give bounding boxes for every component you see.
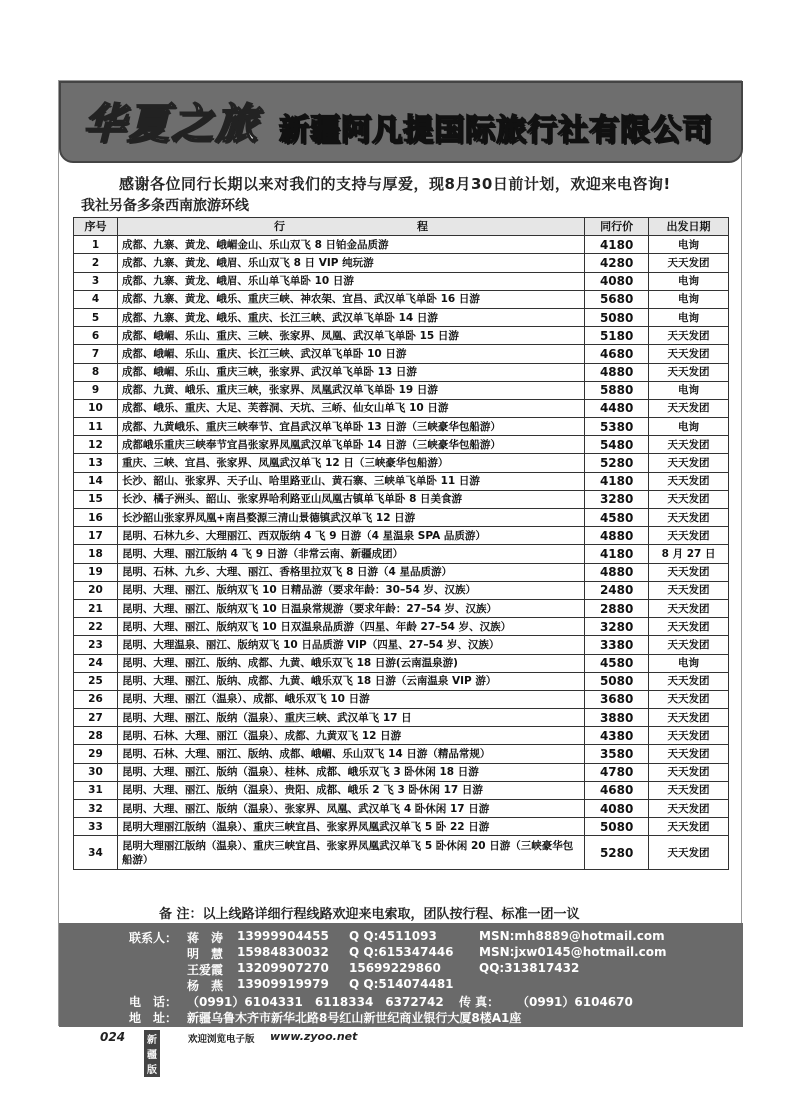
- row-number: 28: [74, 727, 118, 745]
- fax-number: （0991）6104670: [517, 995, 633, 1009]
- row-number: 6: [74, 327, 118, 345]
- contact-name: 王爱霞: [187, 963, 224, 977]
- row-route: 成都、九寨、黄龙、峨嵋金山、乐山双飞 8 日铂金品质游: [117, 236, 584, 254]
- row-number: 2: [74, 254, 118, 272]
- row-price: 4880: [585, 363, 649, 381]
- fax-label: 传 真：: [459, 995, 500, 1009]
- row-departure: 天天发团: [649, 490, 729, 508]
- row-price: 5080: [585, 818, 649, 836]
- table-row: [74, 781, 729, 799]
- row-departure: 电询: [649, 290, 729, 308]
- row-departure: 天天发团: [649, 399, 729, 417]
- row-price: 4880: [585, 527, 649, 545]
- row-number: 24: [74, 654, 118, 672]
- contact-panel: [59, 923, 743, 1027]
- browse-text: 欢迎浏览电子版: [188, 1034, 255, 1045]
- row-route: 成都、九寨、黄龙、峨眉、乐山双飞 8 日 VIP 纯玩游: [117, 254, 584, 272]
- thanks-message: 感谢各位同行长期以来对我们的支持与厚爱，现8月30日前计划，欢迎来电咨询!: [119, 175, 671, 193]
- row-price: 5480: [585, 436, 649, 454]
- row-number: 16: [74, 509, 118, 527]
- row-price: 4580: [585, 509, 649, 527]
- row-price: 5680: [585, 290, 649, 308]
- table-row: [74, 654, 729, 672]
- row-price: 4680: [585, 781, 649, 799]
- row-number: 22: [74, 618, 118, 636]
- row-route: 昆明、大理、丽江、版纳、成都、九黄、峨乐双飞 18 日游（云南温泉 VIP 游）: [117, 672, 584, 690]
- row-route: 昆明、石林、大理、丽江（温泉）、成都、九黄双飞 12 日游: [117, 727, 584, 745]
- table-row: [74, 563, 729, 581]
- row-number: 3: [74, 272, 118, 290]
- table-row: [74, 836, 729, 870]
- row-number: 14: [74, 472, 118, 490]
- row-route: 昆明大理丽江版纳（温泉）、重庆三峡宜昌、张家界凤凰武汉单飞 5 卧休闲 20 日游（三峡豪华包船游）: [117, 836, 584, 870]
- row-route: 昆明、大理、丽江、版纳（温泉）、重庆三峡、武汉单飞 17 日: [117, 709, 584, 727]
- contact-extra: MSN:jxw0145@hotmail.com: [479, 945, 667, 959]
- row-route: 昆明、大理、丽江版纳 4 飞 9 日游（非常云南、新疆成团）: [117, 545, 584, 563]
- table-row: [74, 527, 729, 545]
- row-number: 19: [74, 563, 118, 581]
- table-row: [74, 363, 729, 381]
- row-route: 昆明、石林、大理、丽江、版纳、成都、峨嵋、乐山双飞 14 日游（精品常规）: [117, 745, 584, 763]
- row-departure: 天天发团: [649, 636, 729, 654]
- row-route: 昆明、石林、九乡、大理、丽江、香格里拉双飞 8 日游（4 星品质游）: [117, 563, 584, 581]
- row-departure: 天天发团: [649, 727, 729, 745]
- table-row: [74, 472, 729, 490]
- row-price: 5080: [585, 672, 649, 690]
- row-number: 21: [74, 599, 118, 617]
- table-row: [74, 618, 729, 636]
- table-row: [74, 818, 729, 836]
- row-route: 成都、九寨、黄龙、峨乐、重庆、长江三峡、武汉单飞单卧 14 日游: [117, 308, 584, 326]
- row-route: 成都、峨乐、重庆、大足、芙蓉洞、天坑、三峤、仙女山单飞 10 日游: [117, 399, 584, 417]
- row-departure: 天天发团: [649, 618, 729, 636]
- table-row: [74, 709, 729, 727]
- contact-phone: 13209907270: [237, 961, 329, 975]
- table-row: [74, 272, 729, 290]
- row-price: 4780: [585, 763, 649, 781]
- routes-table: [73, 217, 729, 870]
- row-price: 4280: [585, 254, 649, 272]
- table-row: [74, 327, 729, 345]
- row-price: 5880: [585, 381, 649, 399]
- row-departure: 电询: [649, 236, 729, 254]
- row-number: 9: [74, 381, 118, 399]
- website-link[interactable]: www.zyoo.net: [270, 1030, 358, 1043]
- row-number: 1: [74, 236, 118, 254]
- table-row: [74, 436, 729, 454]
- row-number: 12: [74, 436, 118, 454]
- row-price: 5080: [585, 308, 649, 326]
- contact-qq: Q Q:514074481: [349, 977, 454, 991]
- address-label: 地 址：: [129, 1011, 178, 1025]
- remark-note: 备 注：以上线路详细行程线路欢迎来电索取，团队按行程、标准一团一议: [159, 907, 580, 922]
- row-route: 成都、九黄峨乐、重庆三峡奉节、宜昌武汉单飞单卧 13 日游（三峡豪华包船游）: [117, 418, 584, 436]
- row-number: 13: [74, 454, 118, 472]
- row-number: 29: [74, 745, 118, 763]
- row-price: 3380: [585, 636, 649, 654]
- table-row: [74, 745, 729, 763]
- brand-logo-text: 华夏之旅: [83, 99, 260, 148]
- row-price: 3680: [585, 690, 649, 708]
- header-banner: [59, 81, 743, 163]
- row-departure: 8 月 27 日: [649, 545, 729, 563]
- row-departure: 天天发团: [649, 345, 729, 363]
- table-row: [74, 509, 729, 527]
- row-price: 4580: [585, 654, 649, 672]
- row-number: 18: [74, 545, 118, 563]
- row-route: 长沙、橘子洲头、韶山、张家界哈利路亚山凤凰古镇单飞单卧 8 日美食游: [117, 490, 584, 508]
- row-number: 23: [74, 636, 118, 654]
- row-number: 15: [74, 490, 118, 508]
- row-departure: 天天发团: [649, 436, 729, 454]
- table-row: [74, 308, 729, 326]
- row-route: 昆明、大理温泉、丽江、版纳双飞 10 日品质游 VIP（四星、27–54 岁、汉族）: [117, 636, 584, 654]
- contact-extra: MSN:mh8889@hotmail.com: [479, 929, 665, 943]
- row-route: 昆明、大理、丽江、版纳（温泉）、张家界、凤凰、武汉单飞 4 卧休闲 17 日游: [117, 800, 584, 818]
- row-route: 昆明、大理、丽江、版纳双飞 10 日双温泉品质游（四星、年龄 27–54 岁、汉族）: [117, 618, 584, 636]
- contact-phone: 15984830032: [237, 945, 329, 959]
- row-number: 20: [74, 581, 118, 599]
- table-row: [74, 763, 729, 781]
- company-name: 新疆阿凡提国际旅行社有限公司: [279, 113, 713, 148]
- row-route: 昆明、大理、丽江、版纳双飞 10 日温泉常规游（要求年龄：27–54 岁、汉族）: [117, 599, 584, 617]
- table-row: [74, 690, 729, 708]
- row-number: 5: [74, 308, 118, 326]
- row-departure: 天天发团: [649, 800, 729, 818]
- row-route: 长沙、韶山、张家界、天子山、哈里路亚山、黄石寨、三峡单飞单卧 11 日游: [117, 472, 584, 490]
- row-price: 4680: [585, 345, 649, 363]
- row-number: 32: [74, 800, 118, 818]
- row-number: 31: [74, 781, 118, 799]
- row-route: 成都、峨嵋、乐山、重庆三峡，张家界、武汉单飞单卧 13 日游: [117, 363, 584, 381]
- table-row: [74, 236, 729, 254]
- row-departure: 天天发团: [649, 781, 729, 799]
- edition-badge: 新疆版: [144, 1030, 160, 1077]
- row-departure: 天天发团: [649, 745, 729, 763]
- row-price: 4180: [585, 236, 649, 254]
- row-departure: 电询: [649, 418, 729, 436]
- row-departure: 天天发团: [649, 563, 729, 581]
- contact-name: 杨 燕: [187, 979, 224, 993]
- row-departure: 天天发团: [649, 327, 729, 345]
- row-departure: 电询: [649, 381, 729, 399]
- row-price: 4880: [585, 563, 649, 581]
- contact-label: 联系人：: [129, 931, 178, 945]
- table-row: [74, 581, 729, 599]
- row-route: 昆明、大理、丽江、版纳双飞 10 日精品游（要求年龄：30–54 岁、汉族）: [117, 581, 584, 599]
- table-row: [74, 381, 729, 399]
- row-number: 4: [74, 290, 118, 308]
- row-departure: 天天发团: [649, 509, 729, 527]
- contact-phone: 13999904455: [237, 929, 329, 943]
- contact-name: 蒋 涛: [187, 931, 224, 945]
- row-price: 4480: [585, 399, 649, 417]
- row-number: 17: [74, 527, 118, 545]
- row-route: 成都、九黄、峨乐、重庆三峡，张家界、凤凰武汉单飞单卧 19 日游: [117, 381, 584, 399]
- row-departure: 天天发团: [649, 454, 729, 472]
- table-row: [74, 800, 729, 818]
- row-price: 3580: [585, 745, 649, 763]
- table-row: [74, 454, 729, 472]
- row-departure: 天天发团: [649, 599, 729, 617]
- contact-name: 明 慧: [187, 947, 224, 961]
- page-number: 024: [100, 1030, 126, 1044]
- row-route: 成都、峨嵋、乐山、重庆、三峡、张家界、凤凰、武汉单飞单卧 15 日游: [117, 327, 584, 345]
- row-route: 成都、九寨、黄龙、峨乐、重庆三峡、神农架、宜昌、武汉单飞单卧 16 日游: [117, 290, 584, 308]
- header-no: 序号: [74, 218, 118, 236]
- row-route: 长沙韶山张家界凤凰+南昌婺源三清山景德镇武汉单飞 12 日游: [117, 509, 584, 527]
- table-row: [74, 636, 729, 654]
- row-price: 5380: [585, 418, 649, 436]
- table-row: [74, 727, 729, 745]
- row-departure: 电询: [649, 272, 729, 290]
- table-row: [74, 399, 729, 417]
- row-departure: 天天发团: [649, 672, 729, 690]
- row-route: 成都、九寨、黄龙、峨眉、乐山单飞单卧 10 日游: [117, 272, 584, 290]
- header-date: 出发日期: [649, 218, 729, 236]
- table-row: [74, 418, 729, 436]
- row-departure: 天天发团: [649, 818, 729, 836]
- row-price: 4080: [585, 800, 649, 818]
- row-departure: 天天发团: [649, 690, 729, 708]
- header-route: 行 程: [117, 218, 584, 236]
- tel-numbers: （0991）6104331 6118334 6372742: [187, 995, 444, 1009]
- row-price: 3280: [585, 490, 649, 508]
- row-departure: 天天发团: [649, 581, 729, 599]
- contact-extra: QQ:313817432: [479, 961, 580, 975]
- header-price: 同行价: [585, 218, 649, 236]
- row-number: 10: [74, 399, 118, 417]
- row-number: 11: [74, 418, 118, 436]
- row-route: 重庆、三峡、宜昌、张家界、凤凰武汉单飞 12 日（三峡豪华包船游）: [117, 454, 584, 472]
- row-price: 3880: [585, 709, 649, 727]
- row-departure: 天天发团: [649, 709, 729, 727]
- address: 新疆乌鲁木齐市新华北路8号红山新世纪商业银行大厦8楼A1座: [187, 1011, 522, 1025]
- row-number: 25: [74, 672, 118, 690]
- table-row: [74, 290, 729, 308]
- row-price: 2880: [585, 599, 649, 617]
- row-route: 昆明、大理、丽江、版纳（温泉）、贵阳、成都、峨乐 2 飞 3 卧休闲 17 日游: [117, 781, 584, 799]
- row-route: 昆明、大理、丽江（温泉）、成都、峨乐双飞 10 日游: [117, 690, 584, 708]
- row-number: 26: [74, 690, 118, 708]
- table-row: [74, 254, 729, 272]
- row-departure: 天天发团: [649, 763, 729, 781]
- row-price: 4180: [585, 472, 649, 490]
- row-departure: 天天发团: [649, 836, 729, 870]
- row-route: 昆明、大理、丽江、版纳、成都、九黄、峨乐双飞 18 日游(云南温泉游): [117, 654, 584, 672]
- contact-phone: 13909919979: [237, 977, 329, 991]
- row-route: 昆明、石林九乡、大理丽江、西双版纳 4 飞 9 日游（4 星温泉 SPA 品质游）: [117, 527, 584, 545]
- table-row: [74, 490, 729, 508]
- row-price: 5280: [585, 454, 649, 472]
- row-route: 昆明大理丽江版纳（温泉）、重庆三峡宜昌、张家界凤凰武汉单飞 5 卧 22 日游: [117, 818, 584, 836]
- row-departure: 天天发团: [649, 363, 729, 381]
- table-header-row: [74, 218, 729, 236]
- table-row: [74, 599, 729, 617]
- row-price: 4180: [585, 545, 649, 563]
- row-number: 8: [74, 363, 118, 381]
- row-number: 33: [74, 818, 118, 836]
- row-route: 昆明、大理、丽江、版纳（温泉）、桂林、成都、峨乐双飞 3 卧休闲 18 日游: [117, 763, 584, 781]
- row-price: 5280: [585, 836, 649, 870]
- row-price: 3280: [585, 618, 649, 636]
- row-route: 成都、峨嵋、乐山、重庆、长江三峡、武汉单飞单卧 10 日游: [117, 345, 584, 363]
- subtitle: 我社另备多条西南旅游环线: [81, 198, 249, 214]
- row-number: 34: [74, 836, 118, 870]
- row-departure: 天天发团: [649, 254, 729, 272]
- row-route: 成都峨乐重庆三峡奉节宜昌张家界凤凰武汉单飞单卧 14 日游（三峡豪华包船游）: [117, 436, 584, 454]
- table-row: [74, 545, 729, 563]
- contact-qq: Q Q:4511093: [349, 929, 437, 943]
- row-price: 4080: [585, 272, 649, 290]
- row-number: 27: [74, 709, 118, 727]
- table-row: [74, 345, 729, 363]
- row-price: 5180: [585, 327, 649, 345]
- tel-label: 电 话：: [129, 995, 178, 1009]
- row-departure: 天天发团: [649, 472, 729, 490]
- row-departure: 电询: [649, 308, 729, 326]
- table-row: [74, 672, 729, 690]
- ad-page: [58, 80, 742, 1026]
- contact-qq: 15699229860: [349, 961, 441, 975]
- contact-qq: Q Q:615347446: [349, 945, 454, 959]
- row-price: 2480: [585, 581, 649, 599]
- row-price: 4380: [585, 727, 649, 745]
- row-number: 30: [74, 763, 118, 781]
- row-departure: 天天发团: [649, 527, 729, 545]
- row-number: 7: [74, 345, 118, 363]
- row-departure: 电询: [649, 654, 729, 672]
